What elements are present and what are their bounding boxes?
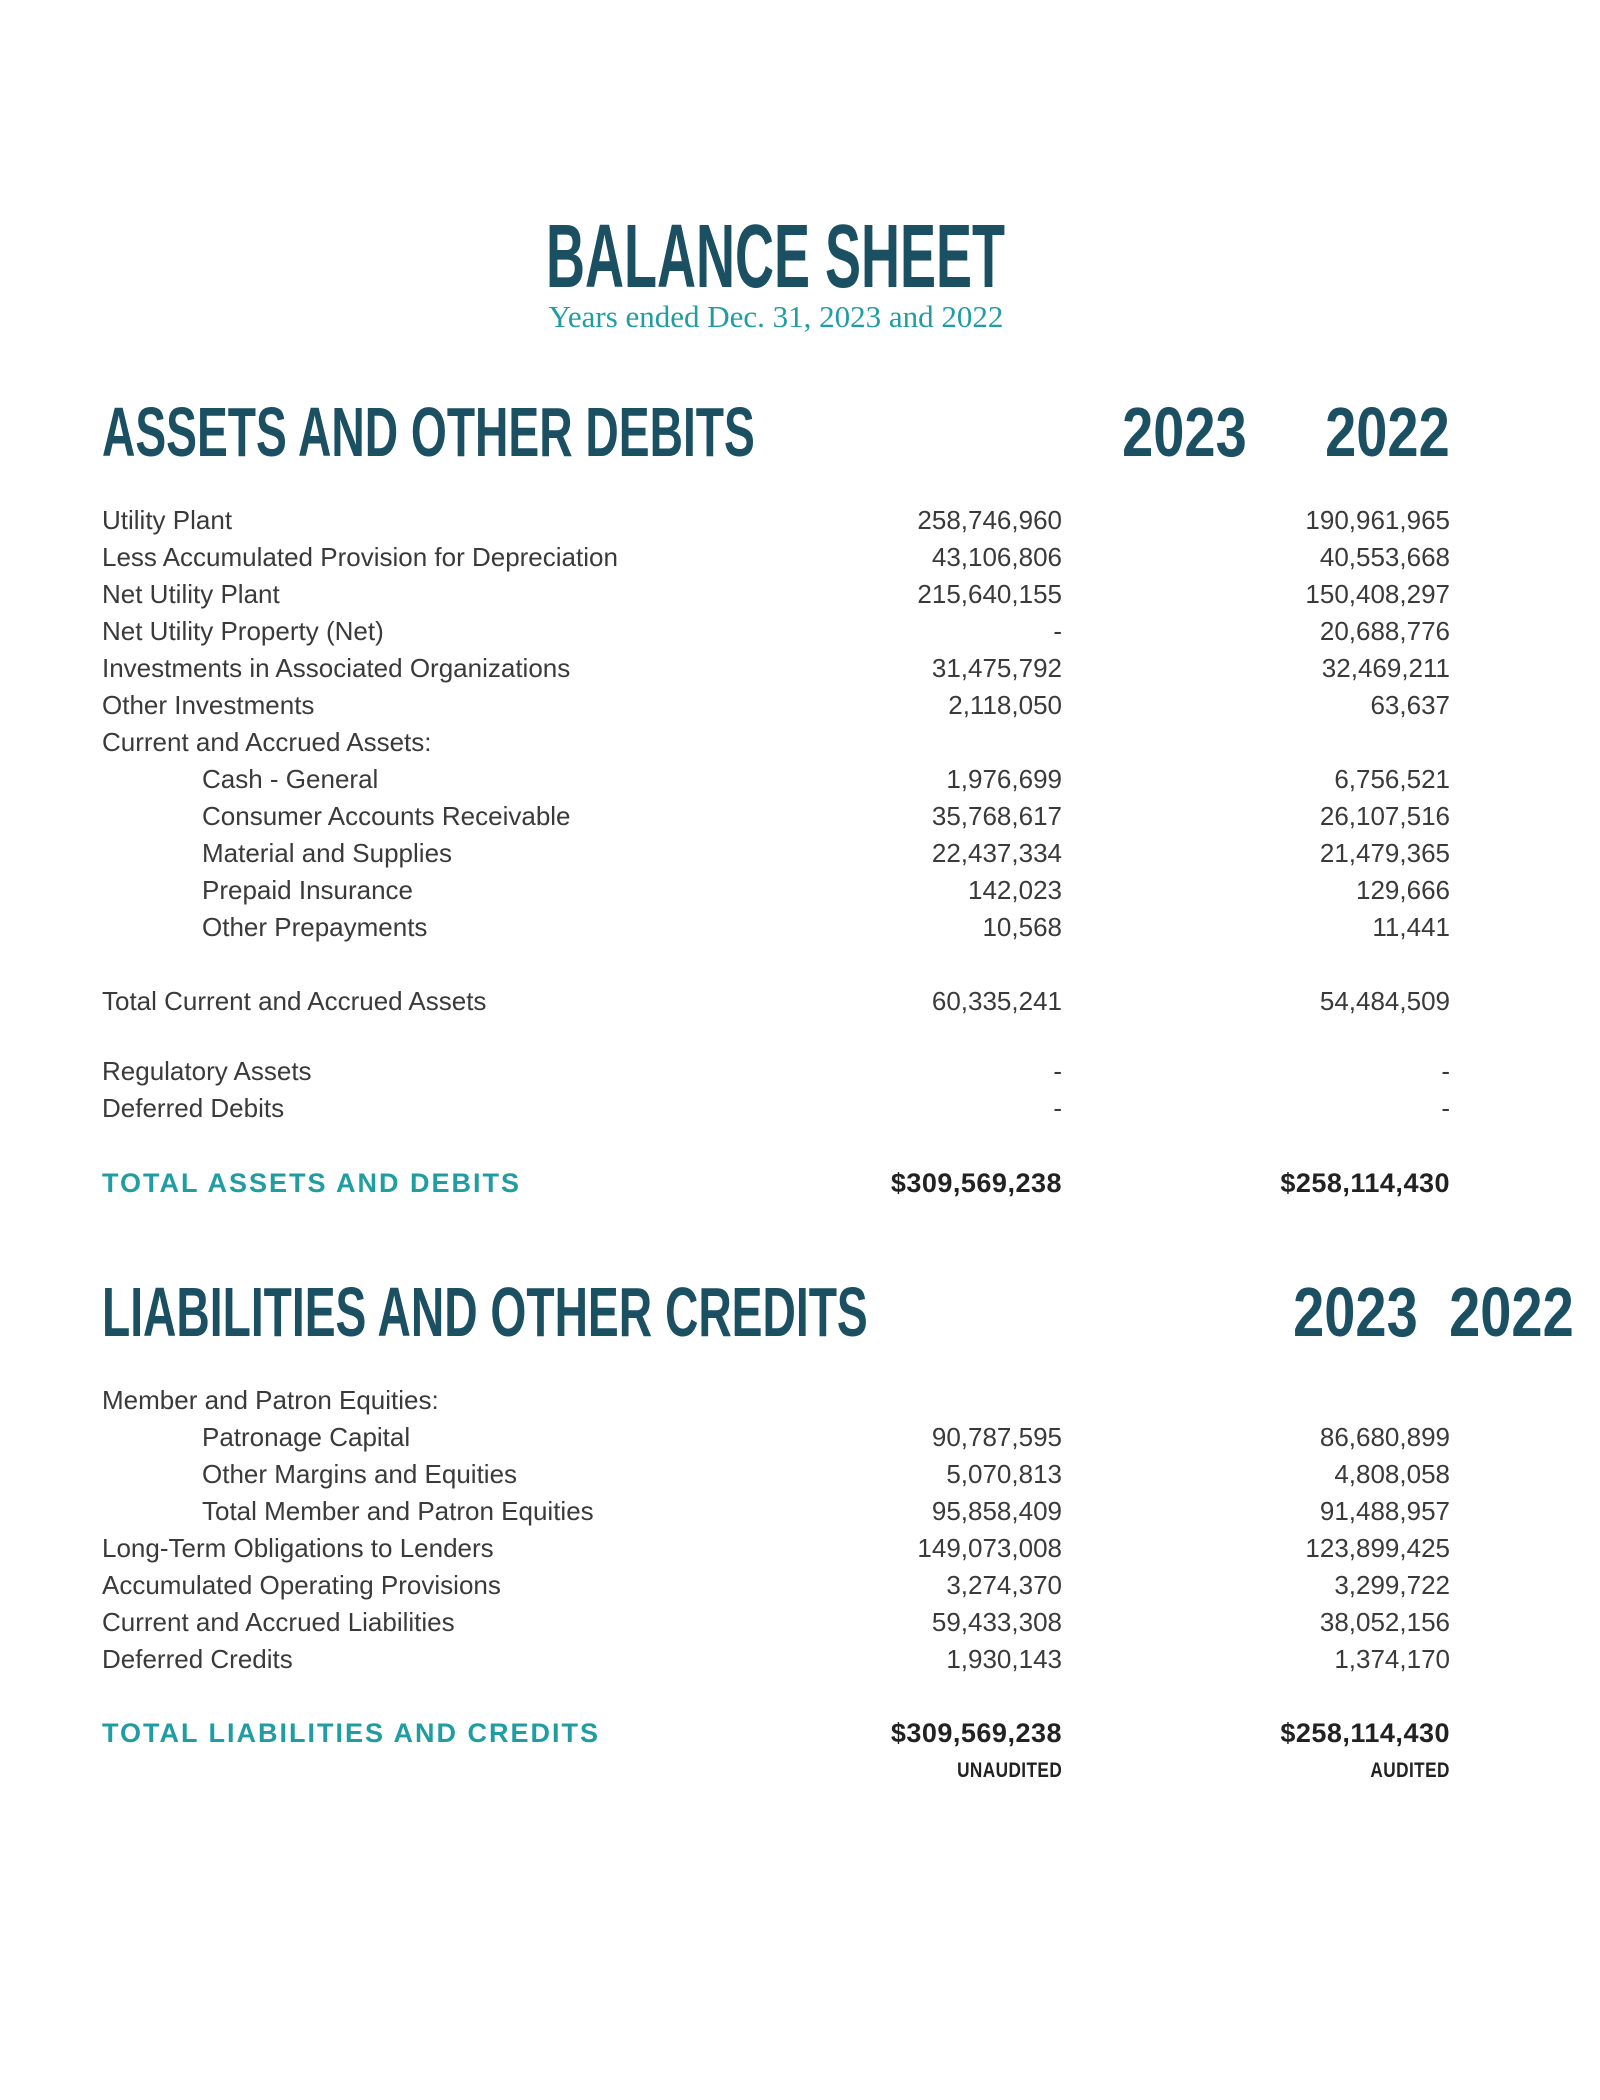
table-row (102, 1090, 1450, 1127)
row-value-2023: 35,768,617 (931, 801, 1062, 831)
table-row (102, 835, 1450, 872)
row-label: Net Utility Plant (102, 579, 280, 609)
row-value-2022: 129,666 (1356, 875, 1450, 905)
row-label: Current and Accrued Liabilities (102, 1607, 455, 1637)
row-value-2023: 90,787,595 (931, 1422, 1062, 1452)
table-row (102, 576, 1450, 613)
table-row (102, 1456, 1450, 1493)
liabilities-section (102, 1273, 1574, 1785)
assets-total-2022: $258,114,430 (1280, 1168, 1450, 1198)
audit-status-row (102, 1759, 1450, 1785)
footnote-audited: AUDITED (1370, 1759, 1450, 1782)
table-row (102, 1382, 1450, 1419)
assets-section (102, 395, 1450, 1203)
table-row (102, 1641, 1450, 1678)
row-value-2022: 63,637 (1370, 690, 1450, 720)
table-row (102, 1567, 1450, 1604)
row-value-2022: 150,408,297 (1305, 579, 1450, 609)
row-value-2023: - (1053, 616, 1062, 646)
row-value-2023 (882, 1382, 1062, 1419)
row-label: Total Current and Accrued Assets (102, 986, 487, 1016)
row-value-2023: 1,976,699 (946, 764, 1062, 794)
row-label: Other Margins and Equities (202, 1459, 518, 1489)
row-value-2022: 32,469,211 (1321, 653, 1450, 683)
assets-section-header (102, 395, 1450, 489)
row-label: Material and Supplies (202, 838, 453, 868)
page-subtitle: Years ended Dec. 31, 2023 and 2022 (548, 299, 1004, 334)
row-value-2023: 215,640,155 (917, 579, 1062, 609)
row-label: Net Utility Property (Net) (102, 616, 384, 646)
row-value-2022 (1062, 724, 1450, 761)
row-value-2023: - (1053, 1093, 1062, 1123)
row-label: Patronage Capital (202, 1422, 411, 1452)
row-value-2022 (1062, 1382, 1450, 1419)
table-row (102, 539, 1450, 576)
table-row (102, 1530, 1450, 1567)
assets-heading: ASSETS AND OTHER DEBITS (102, 393, 755, 471)
row-value-2023: 22,437,334 (931, 838, 1062, 868)
row-label: Accumulated Operating Provisions (102, 1570, 501, 1600)
row-label: Long-Term Obligations to Lenders (102, 1533, 494, 1563)
column-header-2023: 2023 (1122, 393, 1247, 471)
row-value-2023: 258,746,960 (917, 505, 1062, 535)
table-row (102, 1053, 1450, 1090)
row-value-2023: 3,274,370 (946, 1570, 1062, 1600)
row-value-2023: 95,858,409 (931, 1496, 1062, 1526)
row-value-2023: 142,023 (968, 875, 1062, 905)
row-label: Other Investments (102, 690, 315, 720)
row-label: Consumer Accounts Receivable (202, 801, 571, 831)
column-header-2023: 2023 (1293, 1273, 1418, 1351)
row-value-2022: 40,553,668 (1319, 542, 1450, 572)
row-value-2022: 86,680,899 (1319, 1422, 1450, 1452)
row-value-2023: 10,568 (982, 912, 1062, 942)
row-value-2022: 190,961,965 (1305, 505, 1450, 535)
row-value-2022: 11,441 (1372, 912, 1450, 942)
row-value-2023: 5,070,813 (946, 1459, 1062, 1489)
row-value-2022: 54,484,509 (1319, 986, 1450, 1016)
table-row (102, 909, 1450, 946)
row-label: Prepaid Insurance (202, 875, 414, 905)
row-value-2022: 26,107,516 (1319, 801, 1450, 831)
row-value-2022: 6,756,521 (1334, 764, 1450, 794)
liabilities-total-2023: $309,569,238 (890, 1718, 1062, 1748)
row-value-2023: 43,106,806 (931, 542, 1062, 572)
liabilities-heading: LIABILITIES AND OTHER CREDITS (102, 1273, 868, 1351)
row-value-2023: 31,475,792 (931, 653, 1062, 683)
column-header-2022: 2022 (1449, 1273, 1574, 1351)
table-row (102, 872, 1450, 909)
table-row (102, 502, 1450, 539)
table-row (102, 798, 1450, 835)
table-row (102, 983, 1450, 1020)
row-value-2022: 4,808,058 (1334, 1459, 1450, 1489)
table-row (102, 613, 1450, 650)
row-value-2022: - (1441, 1093, 1450, 1123)
row-value-2023: 149,073,008 (917, 1533, 1062, 1563)
row-value-2023 (882, 724, 1062, 761)
row-value-2022: 21,479,365 (1319, 838, 1450, 868)
page-title: BALANCE SHEET (546, 207, 1006, 307)
row-value-2023: 1,930,143 (946, 1644, 1062, 1674)
row-label: Investments in Associated Organizations (102, 653, 571, 683)
liabilities-total-label: TOTAL LIABILITIES AND CREDITS (102, 1718, 601, 1748)
row-value-2023: 2,118,050 (948, 690, 1062, 720)
title-block (102, 207, 1450, 336)
row-value-2022: 38,052,156 (1319, 1607, 1450, 1637)
row-label: Deferred Debits (102, 1093, 285, 1123)
row-value-2022: - (1441, 1056, 1450, 1086)
liabilities-total-row (102, 1713, 1450, 1753)
assets-total-row (102, 1163, 1450, 1203)
row-label: Less Accumulated Provision for Depreciation (102, 542, 618, 572)
row-value-2023: - (1053, 1056, 1062, 1086)
liabilities-total-2022: $258,114,430 (1280, 1718, 1450, 1748)
row-label: Current and Accrued Assets: (102, 727, 432, 757)
liabilities-section-header (102, 1273, 1574, 1369)
assets-total-label: TOTAL ASSETS AND DEBITS (102, 1168, 522, 1198)
table-row (102, 1493, 1450, 1530)
table-row (102, 687, 1450, 724)
table-row (102, 761, 1450, 798)
row-label: Utility Plant (102, 505, 233, 535)
row-value-2022: 1,374,170 (1334, 1644, 1450, 1674)
row-value-2022: 123,899,425 (1305, 1533, 1450, 1563)
table-row (102, 650, 1450, 687)
footnote-unaudited: UNAUDITED (956, 1759, 1062, 1782)
row-label: Deferred Credits (102, 1644, 293, 1674)
row-value-2023: 60,335,241 (931, 986, 1062, 1016)
row-label: Regulatory Assets (102, 1056, 312, 1086)
footnote-spacer (102, 1759, 882, 1785)
row-label: Cash - General (202, 764, 379, 794)
row-label: Member and Patron Equities: (102, 1385, 439, 1415)
row-value-2022: 91,488,957 (1319, 1496, 1450, 1526)
row-label: Total Member and Patron Equities (202, 1496, 594, 1526)
table-row (102, 1604, 1450, 1641)
table-row (102, 1419, 1450, 1456)
row-label: Other Prepayments (202, 912, 428, 942)
column-header-2022: 2022 (1325, 393, 1450, 471)
row-value-2022: 3,299,722 (1334, 1570, 1450, 1600)
row-value-2023: 59,433,308 (931, 1607, 1062, 1637)
table-row (102, 724, 1450, 761)
assets-total-2023: $309,569,238 (890, 1168, 1062, 1198)
row-value-2022: 20,688,776 (1319, 616, 1450, 646)
